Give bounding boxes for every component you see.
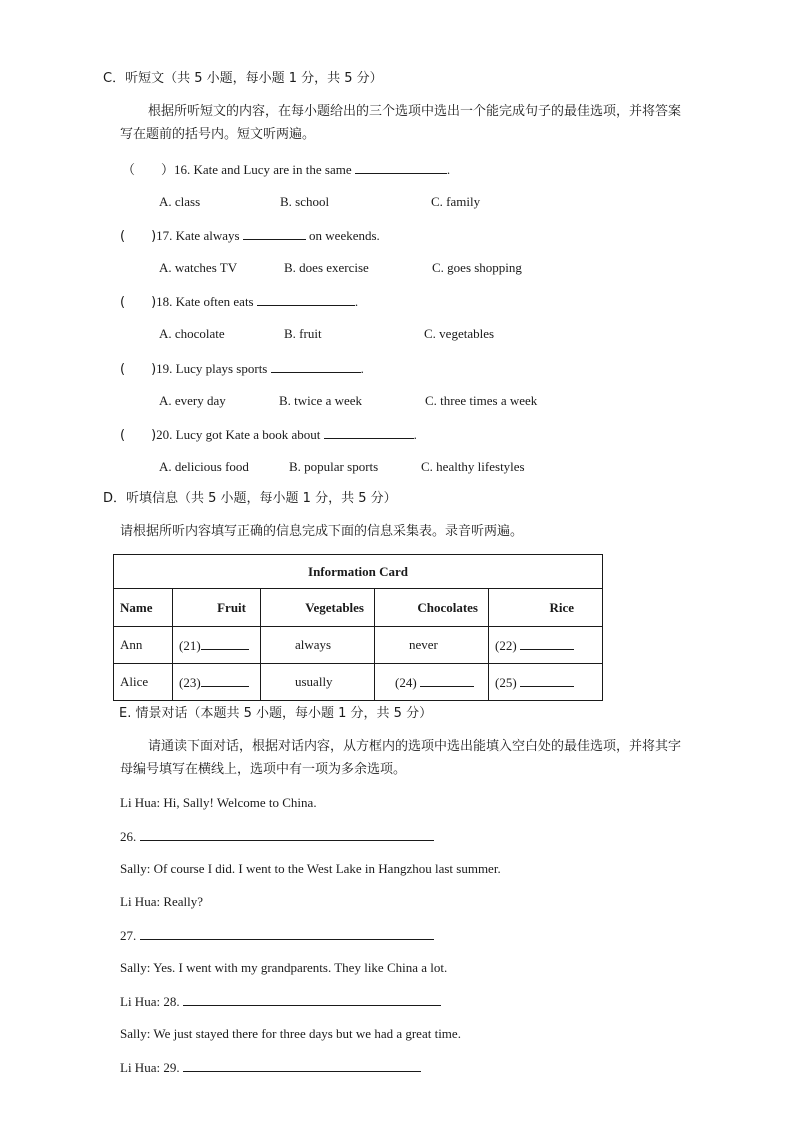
header-rice: Rice — [489, 589, 603, 627]
answer-blank-28[interactable] — [183, 993, 441, 1006]
answer-blank-21[interactable] — [201, 637, 249, 650]
dialogue-line-29: Li Hua: 29. — [120, 1059, 421, 1076]
section-c-instruction-line2: 写在题前的括号内。短文听两遍。 — [120, 127, 316, 142]
answer-blank-23[interactable] — [201, 674, 249, 687]
cell-rice: (22) — [489, 627, 603, 664]
dialogue-line-28: Li Hua: 28. — [120, 993, 441, 1010]
question-16-text: 16. Kate and Lucy are in the same — [174, 162, 355, 177]
question-17: ( )17. Kate always on weekends. — [120, 228, 380, 244]
answer-blank-19[interactable] — [271, 360, 361, 373]
option-16-c: C. family — [431, 194, 481, 209]
section-c-instruction-line1: 根据所听短文的内容，在每小题给出的三个选项中选出一个能完成句子的最佳选项，并将答案 — [148, 104, 682, 119]
header-fruit: Fruit — [173, 589, 261, 627]
answer-blank-17[interactable] — [243, 227, 306, 240]
cell-name: Alice — [114, 664, 173, 701]
table-row — [114, 664, 603, 701]
answer-blank-24[interactable] — [420, 674, 474, 687]
question-20-text: 20. Lucy got Kate a book about — [156, 427, 324, 442]
cell-vegetables: usually — [261, 664, 375, 701]
option-20-c: C. healthy lifestyles — [421, 459, 525, 474]
option-19-b: B. twice a week — [279, 393, 363, 408]
header-name: Name — [114, 589, 173, 627]
option-17-c: C. goes shopping — [432, 260, 522, 275]
answer-blank-22[interactable] — [520, 637, 574, 650]
header-chocolates: Chocolates — [375, 589, 489, 627]
table-row — [114, 627, 603, 664]
option-18-a: A. chocolate — [159, 326, 225, 341]
answer-blank-26[interactable] — [140, 828, 434, 841]
question-19-text: 19. Lucy plays sports — [156, 361, 271, 376]
cell-fruit: (21) — [173, 627, 261, 664]
answer-blank-20[interactable] — [324, 426, 414, 439]
answer-blank-16[interactable] — [355, 161, 447, 174]
option-17-a: A. watches TV — [159, 260, 238, 275]
option-18-b: B. fruit — [284, 326, 322, 341]
question-17-text: 17. Kate always — [156, 228, 243, 243]
option-16-b: B. school — [280, 194, 330, 209]
answer-blank-29[interactable] — [183, 1059, 421, 1072]
section-e-instruction-line2: 母编号填写在横线上，选项中有一项为多余选项。 — [120, 762, 407, 777]
cell-chocolates: never — [375, 627, 489, 664]
question-19: ( )19. Lucy plays sports . — [120, 361, 364, 377]
question-16: （ ）16. Kate and Lucy are in the same . — [122, 162, 451, 178]
section-e-heading: E. 情景对话（本题共 5 小题，每小题 1 分，共 5 分） — [119, 706, 433, 721]
section-e-instruction-line1: 请通读下面对话，根据对话内容，从方框内的选项中选出能填入空白处的最佳选项，并将其字 — [148, 739, 682, 754]
dialogue-line: Sally: Yes. I went with my grandparents. They like China a lot. — [120, 960, 448, 975]
answer-paren-19[interactable]: ( ) — [120, 362, 157, 377]
answer-paren-18[interactable]: ( ) — [120, 295, 157, 310]
cell-vegetables: always — [261, 627, 375, 664]
dialogue-line: Li Hua: Really? — [120, 894, 204, 909]
question-18-text: 18. Kate often eats — [156, 294, 257, 309]
section-c-heading: C．听短文（共 5 小题，每小题 1 分，共 5 分） — [103, 71, 383, 86]
option-18-c: C. vegetables — [424, 326, 495, 341]
cell-chocolates: (24) — [375, 664, 489, 701]
question-18: ( )18. Kate often eats . — [120, 294, 359, 310]
answer-paren-20[interactable]: ( ) — [120, 428, 157, 443]
dialogue-line: Sally: We just stayed there for three days but we had a great time. — [120, 1026, 461, 1041]
cell-fruit: (23) — [173, 664, 261, 701]
information-card-table — [113, 554, 603, 701]
option-17-b: B. does exercise — [284, 260, 369, 275]
dialogue-line: Sally: Of course I did. I went to the West Lake in Hangzhou last summer. — [120, 861, 501, 876]
option-16-a: A. class — [159, 194, 201, 209]
option-19-c: C. three times a week — [425, 393, 538, 408]
dialogue-line-26: 26. — [120, 828, 434, 845]
cell-rice: (25) — [489, 664, 603, 701]
answer-blank-25[interactable] — [520, 674, 574, 687]
answer-blank-27[interactable] — [140, 927, 434, 940]
section-d-instruction: 请根据所听内容填写正确的信息完成下面的信息采集表。录音听两遍。 — [120, 524, 524, 539]
option-20-b: B. popular sports — [289, 459, 379, 474]
answer-paren-16[interactable]: （ ） — [122, 163, 175, 178]
dialogue-line-27: 27. — [120, 927, 434, 944]
question-20: ( )20. Lucy got Kate a book about . — [120, 427, 417, 443]
cell-name: Ann — [114, 627, 173, 664]
dialogue-line: Li Hua: Hi, Sally! Welcome to China. — [120, 795, 317, 810]
option-20-a: A. delicious food — [159, 459, 249, 474]
option-19-a: A. every day — [159, 393, 226, 408]
table-title: Information Card — [114, 555, 603, 589]
answer-paren-17[interactable]: ( ) — [120, 229, 157, 244]
header-vegetables: Vegetables — [261, 589, 375, 627]
answer-blank-18[interactable] — [257, 293, 355, 306]
section-d-heading: D．听填信息（共 5 小题，每小题 1 分，共 5 分） — [103, 491, 397, 506]
